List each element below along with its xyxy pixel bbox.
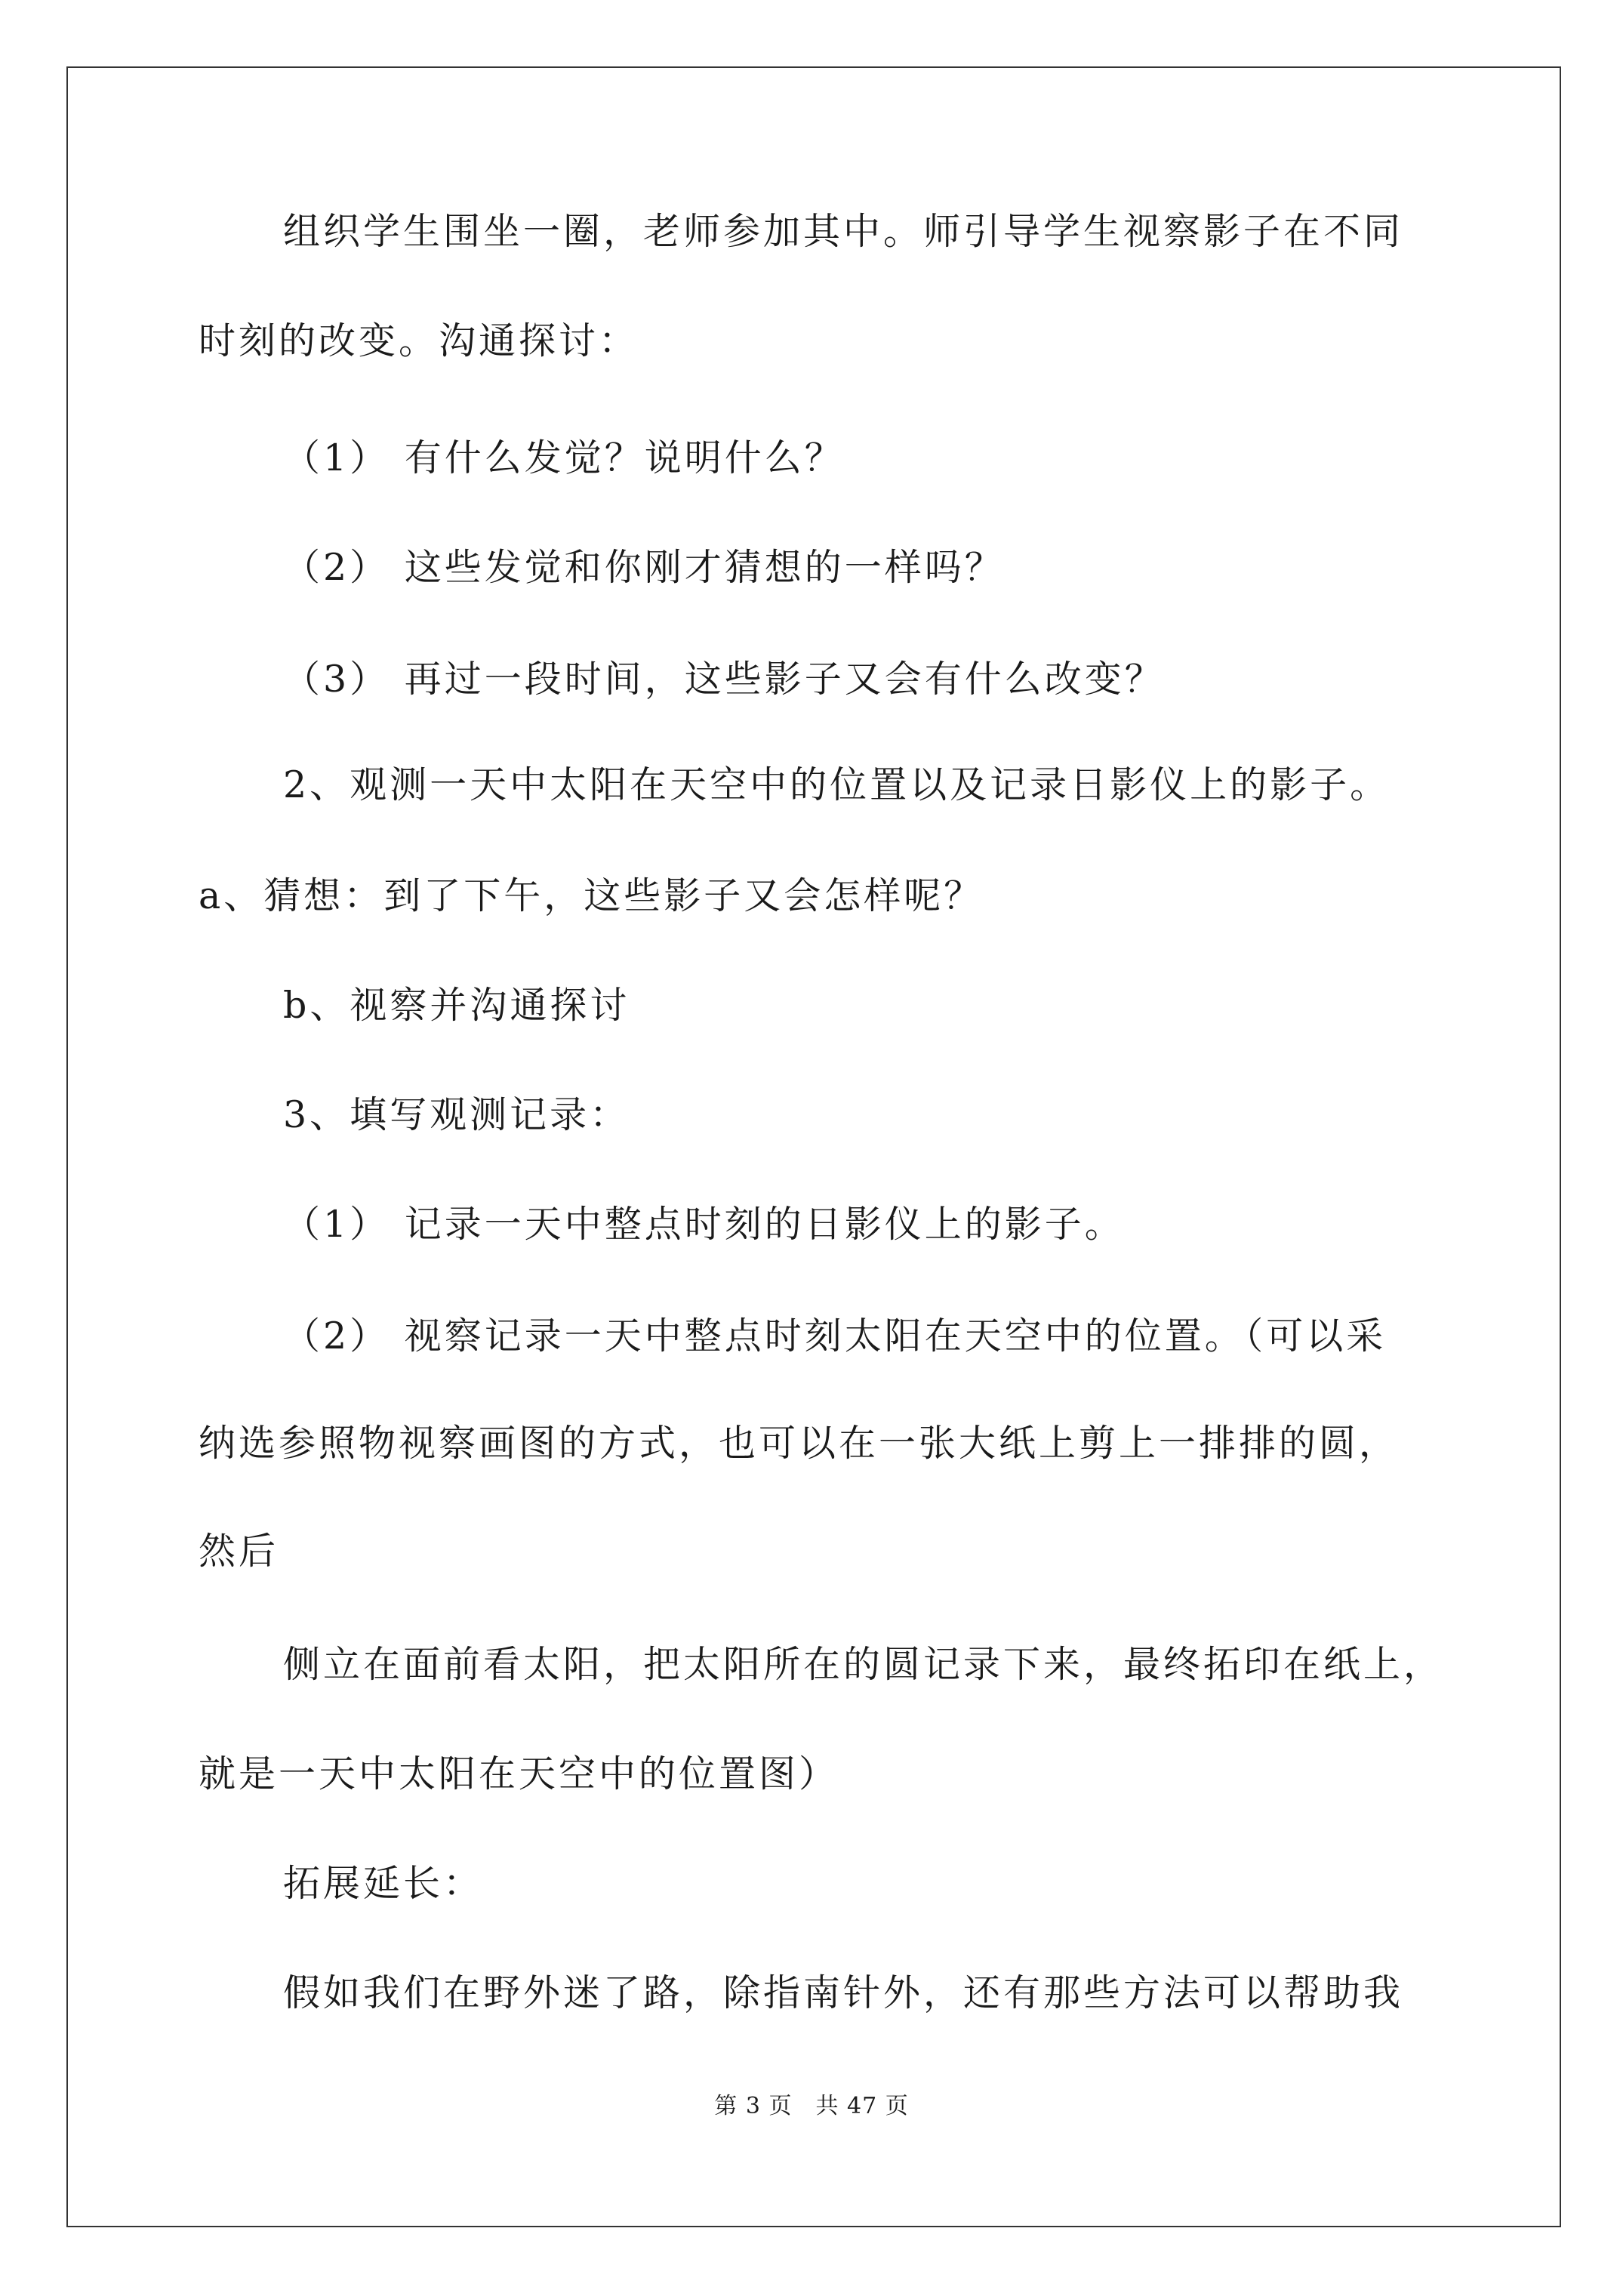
paragraph-line: a、猜想：到了下午，这些影子又会怎样呢？ xyxy=(199,874,984,917)
list-item: （2） 这些发觉和你刚才猜想的一样吗？ xyxy=(283,546,1005,589)
list-item: （1） 记录一天中整点时刻的日影仪上的影子。 xyxy=(283,1203,1125,1246)
paragraph-line: 侧立在面前看太阳，把太阳所在的圆记录下来，最终拓印在纸上， xyxy=(283,1643,1444,1686)
paragraph-line: 就是一天中太阳在天空中的位置图） xyxy=(199,1752,839,1795)
paragraph-line: b、视察并沟通探讨 xyxy=(283,984,630,1027)
section-heading: 拓展延长： xyxy=(283,1862,484,1905)
paragraph-line: 时刻的改变。沟通探讨： xyxy=(199,319,639,362)
paragraph-line: 然后 xyxy=(199,1530,279,1573)
list-item: （3） 再过一段时间，这些影子又会有什么改变？ xyxy=(283,658,1165,701)
paragraph-line: 3、填写观测记录： xyxy=(283,1093,630,1136)
list-item: （1） 有什么发觉？说明什么？ xyxy=(283,436,845,479)
paragraph-line: 组织学生围坐一圈，老师参加其中。师引导学生视察影子在不同 xyxy=(283,210,1404,253)
paragraph-line: 假如我们在野外迷了路，除指南针外，还有那些方法可以帮助我 xyxy=(283,1971,1404,2014)
list-item: （2） 视察记录一天中整点时刻太阳在天空中的位置。（可以采 xyxy=(283,1314,1387,1358)
paragraph-line: 纳选参照物视察画图的方式，也可以在一张大纸上剪上一排排的圆， xyxy=(199,1422,1400,1465)
paragraph-line: 2、观测一天中太阳在天空中的位置以及记录日影仪上的影子。 xyxy=(283,763,1390,806)
page-footer: 第 3 页 共 47 页 xyxy=(714,2093,909,2119)
